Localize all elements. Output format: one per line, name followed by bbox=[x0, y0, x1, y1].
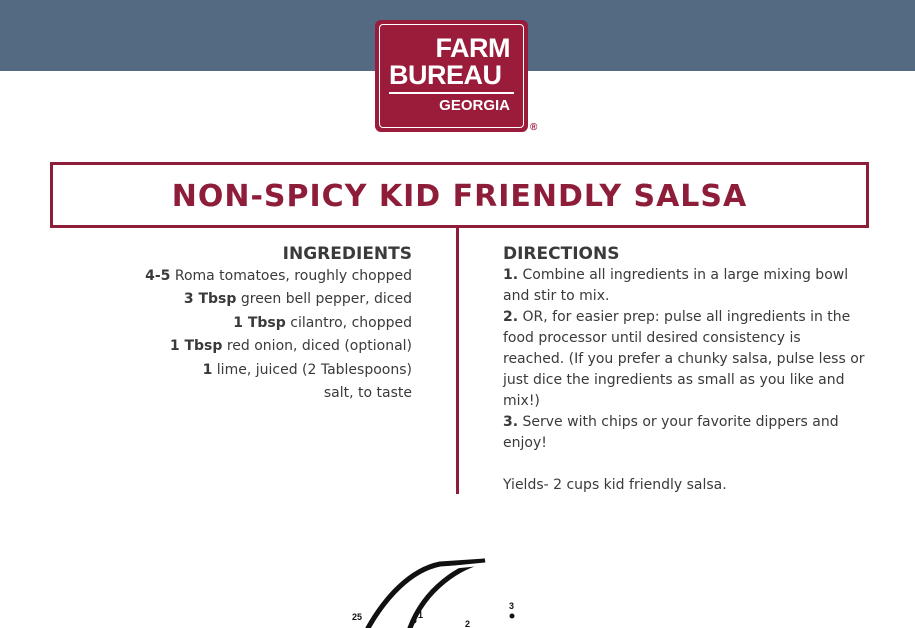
directions-section bbox=[503, 243, 865, 496]
ingredient-text: Roma tomatoes, roughly chopped bbox=[174, 268, 412, 284]
step-number: 1. bbox=[503, 267, 519, 283]
step-text: OR, for easier prep: pulse all ingredients in the food processor until desired consistency is reached. (If you prefer a chunky salsa, pulse less or just dice the ingredients as small as you like and mix!) bbox=[503, 309, 865, 409]
ingredient-row bbox=[100, 288, 412, 311]
logo-rule bbox=[389, 92, 514, 94]
farm-bureau-logo bbox=[375, 20, 528, 132]
yield-text: Yields- 2 cups kid friendly salsa. bbox=[503, 477, 727, 493]
dot-label: 25 bbox=[352, 612, 363, 622]
ingredient-row bbox=[100, 335, 412, 358]
ingredients-heading: INGREDIENTS bbox=[282, 244, 412, 264]
ingredient-text: green bell pepper, diced bbox=[240, 291, 412, 308]
step-text: Serve with chips or your favorite dippers and enjoy! bbox=[503, 414, 839, 451]
ingredient-quantity: 1 Tbsp bbox=[169, 338, 223, 355]
column-divider bbox=[456, 228, 459, 494]
logo-text-bureau: BUREAU bbox=[389, 60, 502, 90]
ingredient-quantity: 4-5 bbox=[145, 268, 171, 284]
directions-list bbox=[503, 265, 865, 454]
recipe-title: NON-SPICY KID FRIENDLY SALSA bbox=[171, 179, 748, 214]
ingredient-row bbox=[100, 312, 412, 335]
ingredients-list bbox=[100, 265, 412, 405]
directions-heading: DIRECTIONS bbox=[503, 244, 620, 264]
dot-label: 1 bbox=[418, 610, 424, 620]
direction-step bbox=[503, 307, 865, 412]
ingredient-row bbox=[100, 265, 412, 288]
registered-mark: ® bbox=[530, 122, 538, 133]
logo-text-farm: FARM bbox=[435, 33, 510, 63]
title-box bbox=[50, 162, 869, 228]
ingredient-text: salt, to taste bbox=[323, 385, 412, 402]
ingredient-quantity: 3 Tbsp bbox=[183, 291, 237, 308]
ingredient-quantity: 1 bbox=[202, 361, 213, 378]
step-number: 3. bbox=[503, 414, 519, 430]
ingredient-row bbox=[100, 382, 412, 405]
step-text: Combine all ingredients in a large mixing bowl and stir to mix. bbox=[503, 267, 849, 304]
direction-step bbox=[503, 412, 865, 454]
dot-to-dot-pepper-art bbox=[340, 548, 540, 628]
step-number: 2. bbox=[503, 309, 519, 325]
logo-text-georgia: GEORGIA bbox=[439, 97, 510, 114]
dot-label: 3 bbox=[509, 601, 515, 611]
ingredients-section bbox=[100, 243, 412, 405]
ingredient-row bbox=[100, 359, 412, 382]
ingredient-text: cilantro, chopped bbox=[290, 314, 412, 331]
ingredient-text: red onion, diced (optional) bbox=[226, 338, 412, 355]
ingredient-quantity: 1 Tbsp bbox=[233, 314, 286, 331]
dot-label: 2 bbox=[465, 619, 471, 628]
direction-step bbox=[503, 265, 865, 307]
dot-point bbox=[412, 619, 417, 624]
ingredient-text: lime, juiced (2 Tablespoons) bbox=[216, 361, 412, 378]
dot-point bbox=[510, 614, 515, 619]
